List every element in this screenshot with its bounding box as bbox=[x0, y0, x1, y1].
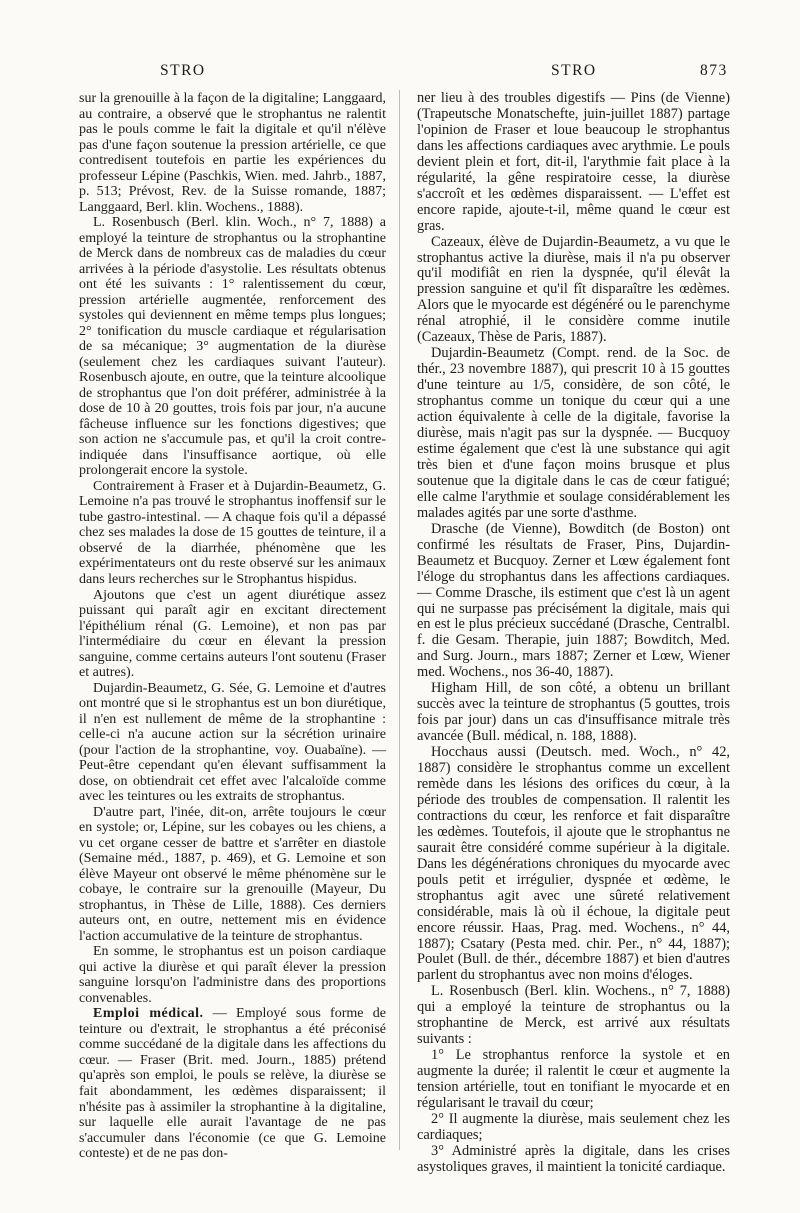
left-paragraph: L. Rosenbusch (Berl. klin. Woch., n° 7, 1888) a employé la teinture de strophantus ou la strophantine de Merck dans de nombreux cas de maladies du cœur arrivées à la période d'asystolie. Les résultats obtenus ont été les suivants : 1° ralentissement du cœur, pression artérielle augmentée, renforcement des systoles qui deviennent en même temps plus longues; 2° tonification du muscle cardiaque et régularisation de sa mécanique; 3° augmentation de la diurèse (seulement chez les cardiaques suivant l'auteur). Rosenbusch ajoute, en outre, que la teinture alcoolique de strophantus que l'on doit préférer, administrée à la dose de 10 à 20 gouttes, trois fois par jour, n'a aucune fâcheuse influence sur les fonctions digestives; que son action ne s'accumule pas, et qu'il la croit contre-indiquée dans l'insuffisance aortique, où elle prolongerait encore la systole. bbox=[79, 215, 386, 479]
right-paragraph: 3° Administré après la digitale, dans les crises asystoliques graves, il maintient la tonicité cardiaque. bbox=[417, 1142, 730, 1175]
running-header bbox=[0, 62, 800, 84]
left-paragraph: sur la grenouille à la façon de la digitaline; Langgaard, au contraire, a observé que le strophantus ne ralentit pas le pouls comme le fait la digitale et qu'il n'élève pas d'une façon soutenue la pression artérielle, ce que contredisent toutefois en partie les expériences du professeur Lépine (Paschkis, Wien. med. Jahrb., 1887, p. 513; Prévost, Rev. de la Suisse romande, 1887; Langgaard, Berl. klin. Wochens., 1888). bbox=[79, 91, 386, 215]
header-right-title: STRO bbox=[551, 62, 597, 79]
right-column bbox=[417, 91, 730, 1176]
right-paragraph: 1° Le strophantus renforce la systole et en augmente la durée; il ralentit le cœur et augmente la tension artérielle, tout en tonifiant le myocarde et en régularisant le travail du cœur; bbox=[417, 1047, 730, 1112]
right-paragraph: L. Rosenbusch (Berl. klin. Wochens., n° 7, 1888) qui a employé la teinture de strophantus ou la strophantine de Merck, est arrivé aux résultats suivants : bbox=[417, 983, 730, 1048]
right-paragraph: Hocchaus aussi (Deutsch. med. Woch., n° 42, 1887) considère le strophantus comme un excellent remède dans les lésions des orifices du cœur, à la période des troubles de compensation. Il ralentit les contractions du cœur, les renforce et fait disparaître les œdèmes. Toutefois, il ajoute que le strophantus ne saurait être considéré comme supérieur à la digitale. Dans les dégénérations chroniques du myocarde avec pouls petit et irrégulier, dyspnée et œdème, le strophantus agit avec une sûreté relativement considérable, mais là où il échoue, la digitale peut encore réussir. Haas, Prag. med. Wochens., n° 44, 1887); Csatary (Pesta med. chir. Per., n° 44, 1887); Poulet (Bull. de thér., décembre 1887) et bien d'autres parlent du strophantus avec non moins d'éloges. bbox=[417, 744, 730, 984]
left-column bbox=[79, 91, 386, 1162]
right-paragraph: ner lieu à des troubles digestifs — Pins (de Vienne) (Trapeutsche Monatschefte, juin-juillet 1887) partage l'opinion de Fraser et loue beaucoup le strophantus dans les affections cardiaques avec arythmie. Le pouls devient plein et fort, dit-il, l'arythmie fait place à la régularité, la gêne respiratoire cesse, la diurèse s'accroît et les œdèmes disparaissent. — L'effet est encore rapide, ajoute-t-il, même quand le cœur est gras. bbox=[417, 90, 731, 234]
right-paragraph: Drasche (de Vienne), Bowditch (de Boston) ont confirmé les résultats de Fraser, Pins, Dujardin-Beaumetz et Bucquoy. Zerner et Lœw également font l'éloge du strophantus dans les affections cardiaques. — Comme Drasche, ils estiment que c'est là un agent qui ne surpasse pas précisément la digitale, mais qui en est le plus précieux succédané (Drasche, Centralbl. f. die Gesam. Therapie, juin 1887; Bowditch, Med. and Surg. Journ., mars 1887; Zerner et Lœw, Wiener med. Wochens., nos 36-40, 1887). bbox=[417, 520, 730, 681]
left-paragraph: En somme, le strophantus est un poison cardiaque qui active la diurèse et qui paraît élever la pression sanguine lorsqu'on l'administre dans des proportions convenables. bbox=[79, 944, 386, 1006]
left-paragraph: D'autre part, l'inée, dit-on, arrête toujours le cœur en systole; or, Lépine, sur les cobayes ou les chiens, a vu cet organe cesser de battre et s'arrêter en diastole (Semaine méd., 1887, p. 469), et G. Lemoine et son élève Mayeur ont observé le même phénomène sur le cobaye, le contraire sur la grenouille (Mayeur, Du strophantus, in Thèse de Lille, 1888). Ces derniers auteurs ont, en outre, nettement mis en évidence l'action accumulative de la teinture de strophantus. bbox=[79, 804, 386, 944]
section-body: — Employé sous forme de teinture ou d'extrait, le strophantus a été préconisé comme succédané de la digitale dans les affections du cœur. — Fraser (Brit. med. Journ., 1885) prétend qu'après son emploi, le pouls se relève, la diurèse se fait abondamment, les œdèmes disparaissent; il n'hésite pas à assimiler la strophantine à la digitaline, sur laquelle elle aurait l'avantage de ne pas s'accumuler dans l'économie (ce que G. Lemoine conteste) et de ne pas don- bbox=[79, 1006, 386, 1162]
right-paragraph: Dujardin-Beaumetz (Compt. rend. de la Soc. de thér., 23 novembre 1887), qui prescrit 10 à 15 gouttes d'une teinture au 1/5, considère, de son côté, le strophantus comme un tonique du cœur qui a une action équivalente à celle de la digitale, favorise la diurèse, mais n'agit pas sur la dyspnée. — Bucquoy estime également que c'est là une substance qui agit très bien et d'une façon moins brusque et plus soutenue que la digitale dans le cas de cœur fatigué; elle calme l'arythmie et soulage considérablement les malades agités par une sorte d'asthme. bbox=[417, 345, 730, 521]
right-paragraph: 2° Il augmente la diurèse, mais seulement chez les cardiaques; bbox=[417, 1111, 730, 1143]
right-paragraph: Higham Hill, de son côté, a obtenu un brillant succès avec la teinture de strophantus (5 gouttes, trois fois par jour) dans un cas d'insuffisance mitrale très avancée (Bull. médical, n. 188, 1888). bbox=[417, 680, 730, 745]
left-paragraph: Contrairement à Fraser et à Dujardin-Beaumetz, G. Lemoine n'a pas trouvé le strophantus inoffensif sur le tube gastro-intestinal. — A chaque fois qu'il a dépassé chez ses malades la dose de 15 gouttes de teinture, il a observé de la diarrhée, phénomène que les expérimentateurs ont du reste observé sur les animaux dans leurs recherches sur le Strophantus hispidus. bbox=[79, 478, 386, 587]
section-paragraph bbox=[79, 1006, 386, 1161]
column-divider bbox=[399, 90, 400, 1150]
section-heading: Emploi médical. bbox=[93, 1006, 204, 1022]
header-left-title: STRO bbox=[160, 62, 206, 79]
left-paragraph: Dujardin-Beaumetz, G. Sée, G. Lemoine et d'autres ont montré que si le strophantus est un bon diurétique, il n'en est nullement de même de la strophantine : celle-ci n'a aucune action sur la sécrétion urinaire (pour l'action de la strophantine, voy. Ouabaïne). — Peut-être cependant qu'en élevant suffisamment la dose, on obtiendrait cet effet avec l'alcaloïde comme avec les teintures ou les extraits de strophantus. bbox=[79, 680, 386, 805]
page-number: 873 bbox=[700, 62, 728, 79]
right-paragraph: Cazeaux, élève de Dujardin-Beaumetz, a vu que le strophantus active la diurèse, mais il n'a pu observer qu'il modifiât en rien la dyspnée, qu'il élevât la pression sanguine et qu'il fît disparaître les œdèmes. Alors que le myocarde est dégénéré ou le parenchyme rénal atrophié, il le considère comme inutile (Cazeaux, Thèse de Paris, 1887). bbox=[417, 233, 730, 346]
left-paragraph: Ajoutons que c'est un agent diurétique assez puissant qui paraît agir en excitant directement l'épithélium rénal (G. Lemoine), et non pas par l'intermédiaire du cœur en élevant la pression sanguine, comme certains auteurs l'ont soutenu (Fraser et autres). bbox=[79, 587, 386, 681]
